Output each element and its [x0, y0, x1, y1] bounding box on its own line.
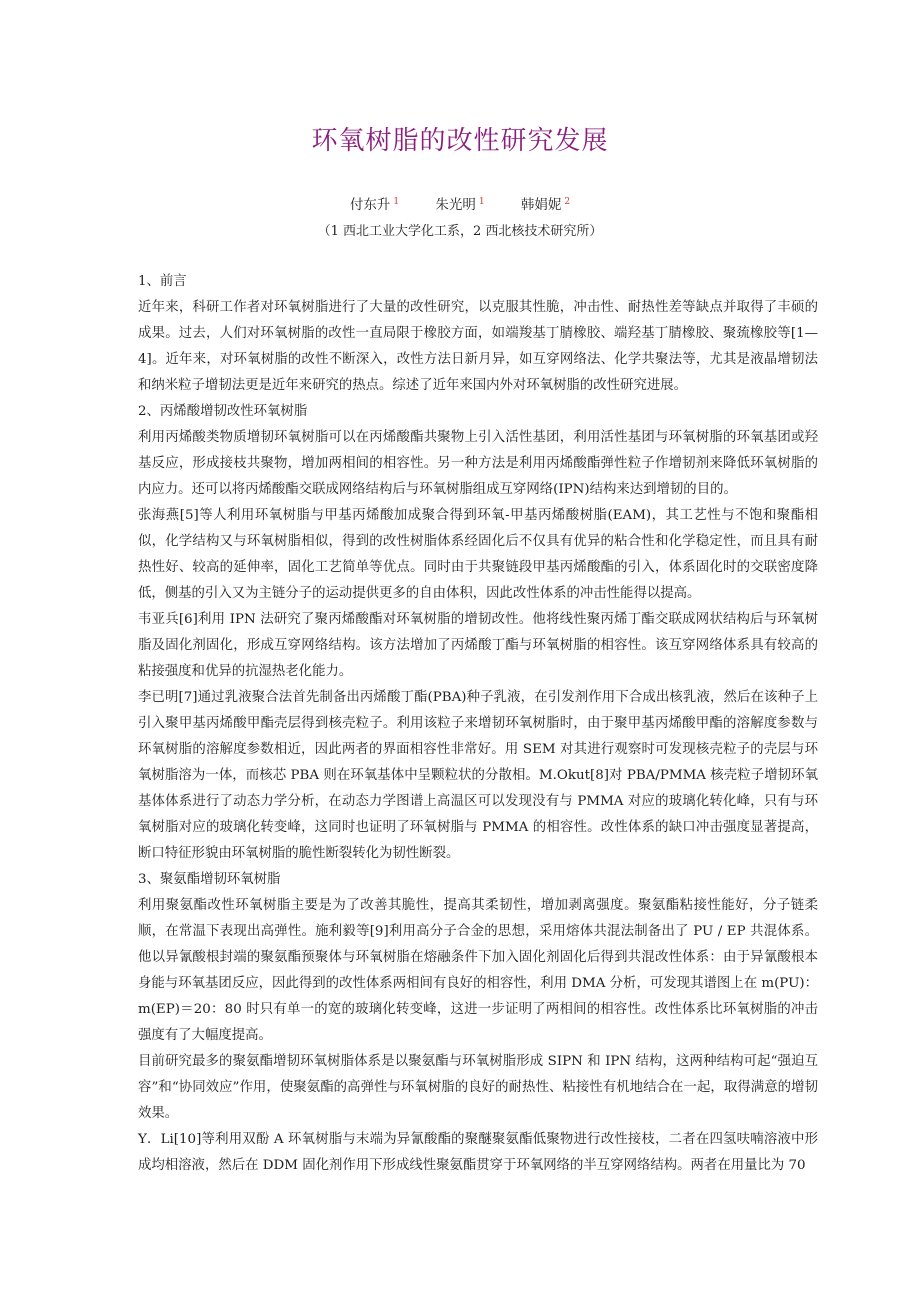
paragraph: 张海燕[5]等人利用环氧树脂与甲基丙烯酸加成聚合得到环氧-甲基丙烯酸树脂(EAM)，其工艺性与不饱和聚酯相似，化学结构又与环氧树脂相似，得到的改性树脂体系经固化后不仅具有优异的粘合性和化学稳定性，而且具有耐热性好、较高的延伸率，固化工艺简单等优点。同时由于共聚链段甲基丙烯酸酯的引入，体系固化时的交联密度降低，侧基的引入又为主链分子的运动提供更多的自由体积，因此改性体系的冲击性能得以提高。	[138, 508, 818, 601]
author-3	[521, 197, 570, 213]
author-affil-mark: 1	[478, 196, 485, 207]
author-name: 韩娟妮	[520, 197, 562, 213]
section-heading: 1、前言	[138, 274, 187, 289]
author-affil-mark: 2	[564, 196, 571, 207]
author-1	[350, 197, 399, 213]
affiliation: （1 西北工业大学化工系，2 西北核技术研究所）	[317, 224, 603, 239]
section-heading: 3、聚氨酯增韧环氧树脂	[138, 872, 281, 887]
paper-title: 环氧树脂的改性研究发展	[311, 126, 609, 156]
body-text	[138, 269, 818, 1179]
author-name: 付东升	[349, 197, 391, 213]
paragraph: 利用丙烯酸类物质增韧环氧树脂可以在丙烯酸酯共聚物上引入活性基团，利用活性基团与环氧树脂的环氧基团或羟基反应，形成接枝共聚物，增加两相间的相容性。另一种方法是利用丙烯酸酯弹性粒子作增韧剂来降低环氧树脂的内应力。还可以将丙烯酸酯交联成网络结构后与环氧树脂组成互穿网络(IPN)结构来达到增韧的目的。	[138, 430, 818, 497]
paragraph: 韦亚兵[6]利用 IPN 法研究了聚丙烯酸酯对环氧树脂的增韧改性。他将线性聚丙烯丁酯交联成网状结构后与环氧树脂及固化剂固化，形成互穿网络结构。该方法增加了丙烯酸丁酯与环氧树脂的相容性。该互穿网络体系具有较高的粘接强度和优异的抗湿热老化能力。	[138, 612, 818, 679]
section-heading: 2、丙烯酸增韧改性环氧树脂	[138, 404, 308, 419]
author-affil-mark: 1	[393, 196, 400, 207]
paragraph: Y．Li[10]等利用双酚 A 环氧树脂与末端为异氰酸酯的聚醚聚氨酯低聚物进行改性接枝，二者在四氢呋喃溶液中形成均相溶液，然后在 DDM 固化剂作用下形成线性聚氨酯贯穿于环氧网络的半互穿网络结构。两者在用量比为 70	[138, 1132, 818, 1173]
author-2	[435, 197, 484, 213]
paragraph: 近年来，科研工作者对环氧树脂进行了大量的改性研究，以克服其性脆，冲击性、耐热性差等缺点并取得了丰硕的成果。过去，人们对环氧树脂的改性一直局限于橡胶方面，如端羧基丁腈橡胶、端羟基丁腈橡胶、聚巯橡胶等[1—4]。近年来，对环氧树脂的改性不断深入，改性方法日新月异，如互穿网络法、化学共聚法等，尤其是液晶增韧法和纳米粒子增韧法更是近年来研究的热点。综述了近年来国内外对环氧树脂的改性研究进展。	[138, 300, 818, 393]
author-list	[0, 193, 920, 213]
paragraph: 李已明[7]通过乳液聚合法首先制备出丙烯酸丁酯(PBA)种子乳液，在引发剂作用下合成出核乳液，然后在该种子上引入聚甲基丙烯酸甲酯壳层得到核壳粒子。利用该粒子来增韧环氧树脂时，由于聚甲基丙烯酸甲酯的溶解度参数与环氧树脂的溶解度参数相近，因此两者的界面相容性非常好。用 SEM 对其进行观察时可发现核壳粒子的壳层与环氧树脂溶为一体，而核芯 PBA 则在环氧基体中呈颗粒状的分散相。M.Okut[8]对 PBA/PMMA 核壳粒子增韧环氧基体体系进行了动态力学分析，在动态力学图谱上高温区可以发现没有与 PMMA 对应的玻璃化转化峰，只有与环氧树脂对应的玻璃化转变峰，这同时也证明了环氧树脂与 PMMA 的相容性。改性体系的缺口冲击强度显著提高，断口特征形貌由环氧树脂的脆性断裂转化为韧性断裂。	[138, 690, 818, 861]
paragraph: 目前研究最多的聚氨酯增韧环氧树脂体系是以聚氨酯与环氧树脂形成 SIPN 和 IPN 结构，这两种结构可起“强迫互容”和“协同效应”作用，使聚氨酯的高弹性与环氧树脂的良好的耐热性、粘接性有机地结合在一起，取得满意的增韧效果。	[138, 1054, 818, 1121]
author-name: 朱光明	[435, 197, 476, 213]
paragraph: 利用聚氨酯改性环氧树脂主要是为了改善其脆性，提高其柔韧性，增加剥离强度。聚氨酯粘接性能好，分子链柔顺，在常温下表现出高弹性。施利毅等[9]利用高分子合金的思想，采用熔体共混法制备出了 PU / EP 共混体系。他以异氰酸根封端的聚氨酯预聚体与环氧树脂在熔融条件下加入固化剂固化后得到共混改性体系：由于异氰酸根本身能与环氧基团反应，因此得到的改性体系两相间有良好的相容性，利用 DMA 分析，可发现其谱图上在 m(PU)：m(EP)＝20：80 时只有单一的宽的玻璃化转变峰，这进一步证明了两相间的相容性。改性体系比环氧树脂的冲击强度有了大幅度提高。	[138, 898, 818, 1043]
